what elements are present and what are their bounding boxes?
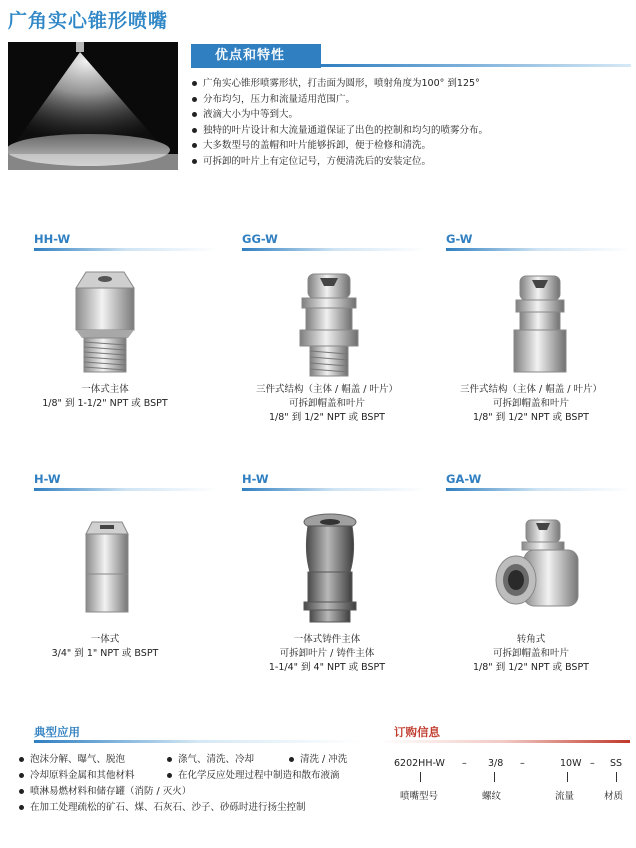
order-code-model: 6202HH-W <box>394 758 445 769</box>
model-divider <box>34 248 218 251</box>
application-item: 涤气、清洗、冷却 <box>166 752 254 768</box>
order-tick <box>567 772 568 782</box>
model-divider <box>242 488 426 491</box>
model-header-hh-w <box>34 232 218 246</box>
feature-item: 液滴大小为中等到大。 <box>191 107 488 123</box>
features-list <box>191 76 488 169</box>
model-name: G-W <box>446 232 473 246</box>
ordering-code <box>380 758 630 818</box>
ordering-header <box>380 724 630 742</box>
description-line: 三件式结构（主体 / 帽盖 / 叶片） <box>256 384 398 395</box>
description-line: 可拆卸帽盖和叶片 <box>288 398 365 409</box>
order-label-model: 喷嘴型号 <box>400 791 439 802</box>
description-line: 一体式主体 <box>81 384 129 395</box>
nozzle-h-w-cast-image <box>300 512 360 628</box>
order-code-flow: 10W <box>560 758 582 769</box>
order-label-material: 材质 <box>604 791 624 802</box>
model-name: GA-W <box>446 472 482 486</box>
order-tick <box>420 772 421 782</box>
order-code-separator: – <box>520 758 525 769</box>
nozzle-hh-w-image <box>72 268 138 378</box>
description-line: 1/8" 到 1/2" NPT 或 BSPT <box>473 412 589 423</box>
order-tick <box>616 772 617 782</box>
features-heading-bar <box>191 44 631 68</box>
model-description-g-w <box>426 383 636 425</box>
description-line: 可拆卸帽盖和叶片 <box>492 398 569 409</box>
description-line: 一体式铸件主体 <box>293 634 361 645</box>
feature-item: 可拆卸的叶片上有定位记号，方便清洗后的安装定位。 <box>191 154 488 170</box>
model-description-h-w-cast <box>222 633 432 675</box>
model-name: GG-W <box>242 232 278 246</box>
applications-header <box>34 724 364 742</box>
nozzle-ga-w-image <box>494 518 584 620</box>
nozzle-h-w-image <box>84 518 130 618</box>
model-description-ga-w <box>426 633 636 675</box>
model-divider <box>34 488 218 491</box>
model-header-h-w-cast <box>242 472 426 486</box>
spray-pattern-photo <box>8 42 178 170</box>
model-name: H-W <box>34 472 61 486</box>
description-line: 转角式 <box>516 634 546 645</box>
model-header-ga-w <box>446 472 630 486</box>
order-label-flow: 流量 <box>555 791 575 802</box>
feature-item: 广角实心锥形喷雾形状，打击面为圆形，喷射角度为100° 到125° <box>191 76 488 92</box>
description-line: 1/8" 到 1/2" NPT 或 BSPT <box>269 412 385 423</box>
description-line: 可拆卸帽盖和叶片 <box>492 648 569 659</box>
application-item: 冷却原料金属和其他材料 <box>18 768 135 784</box>
description-line: 1/8" 到 1-1/2" NPT 或 BSPT <box>42 398 168 409</box>
application-item: 泡沫分解、曝气、脱泡 <box>18 752 125 768</box>
feature-item: 大多数型号的盖帽和叶片能够拆卸，便于检修和清洗。 <box>191 138 488 154</box>
application-item: 喷淋易燃材料和储存罐（消防 / 灭火） <box>18 784 191 800</box>
application-item: 在加工处理疏松的矿石、煤、石灰石、沙子、砂砾时进行扬尘控制 <box>18 800 306 816</box>
order-code-thread: 3/8 <box>488 758 504 769</box>
ordering-heading: 订购信息 <box>394 725 440 739</box>
order-code-material: SS <box>610 758 623 769</box>
application-item: 清洗 / 冲洗 <box>288 752 347 768</box>
model-divider <box>446 248 630 251</box>
features-divider <box>321 64 631 67</box>
model-name: H-W <box>242 472 269 486</box>
description-line: 可拆卸叶片 / 铸件主体 <box>279 648 375 659</box>
description-line: 1/8" 到 1/2" NPT 或 BSPT <box>473 662 589 673</box>
page-title: 广角实心锥形喷嘴 <box>8 10 169 32</box>
description-line: 1-1/4" 到 4" NPT 或 BSPT <box>268 662 386 673</box>
feature-item: 分布均匀，压力和流量适用范围广。 <box>191 92 488 108</box>
description-line: 3/4" 到 1" NPT 或 BSPT <box>51 648 159 659</box>
order-code-separator: – <box>462 758 467 769</box>
nozzle-gg-w-image <box>298 272 360 382</box>
order-tick <box>494 772 495 782</box>
order-code-separator: – <box>590 758 595 769</box>
application-item: 在化学反应处理过程中制造和散布液滴 <box>166 768 340 784</box>
model-divider <box>242 248 426 251</box>
description-line: 三件式结构（主体 / 帽盖 / 叶片） <box>460 384 602 395</box>
feature-item: 独特的叶片设计和大流量通道保证了出色的控制和均匀的喷雾分布。 <box>191 123 488 139</box>
model-header-g-w <box>446 232 630 246</box>
features-heading: 优点和特性 <box>191 44 321 68</box>
model-name: HH-W <box>34 232 71 246</box>
ordering-divider <box>380 740 630 743</box>
model-header-gg-w <box>242 232 426 246</box>
order-label-thread: 螺纹 <box>482 791 502 802</box>
applications-heading: 典型应用 <box>34 725 80 739</box>
model-header-h-w <box>34 472 218 486</box>
applications-list <box>18 752 378 816</box>
applications-divider <box>34 740 364 743</box>
model-divider <box>446 488 630 491</box>
model-description-h-w <box>0 633 210 661</box>
nozzle-g-w-image <box>512 274 568 378</box>
model-description-hh-w <box>0 383 210 411</box>
description-line: 一体式 <box>90 634 120 645</box>
model-description-gg-w <box>222 383 432 425</box>
